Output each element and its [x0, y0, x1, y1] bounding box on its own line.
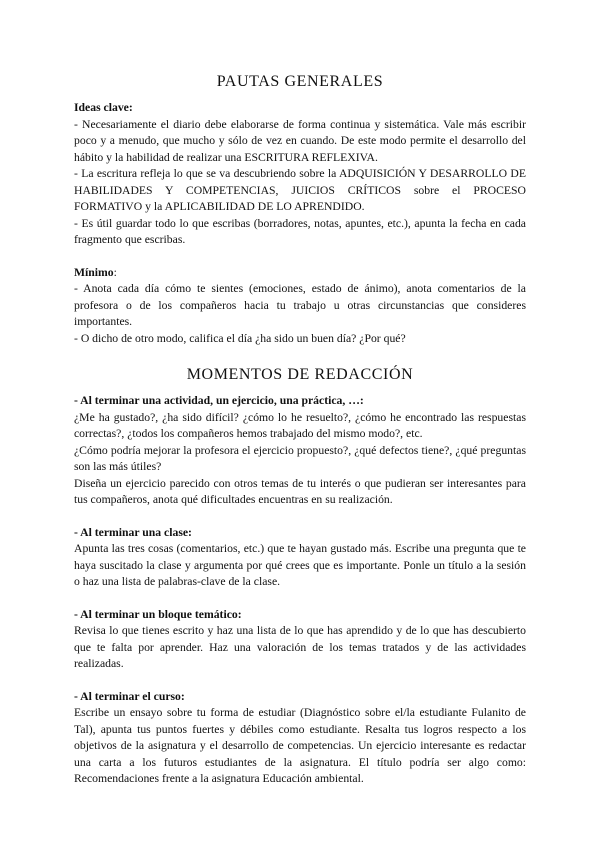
bloque-paragraph: Revisa lo que tienes escrito y haz una lista de lo que has aprendido y de lo que has descubierto que te falta por aprender. Haz una valoración de los temas tratados y de las actividades realizadas. [74, 624, 526, 670]
curso-paragraph: Escribe un ensayo sobre tu forma de estudiar (Diagnóstico sobre el/la estudiante Fulanito de Tal), apunta tus puntos fuertes y débiles como estudiante. Resalta tus logros respecto a los objetivos de la asignatura y el desarrollo de competencias. Un ejercicio interesante es redactar una carta a los futuros estudiantes de la asignatura. El título podría ser algo como: Recomendaciones frente a la asignatura Educación ambiental. [74, 706, 526, 785]
actividad-heading: - Al terminar una actividad, un ejercicio, una práctica, …: [74, 394, 364, 407]
ideas-paragraph-1: - Necesariamente el diario debe elaborarse de forma continua y sistemática. Vale más escribir poco y a menudo, que mucho y sólo de vez en cuando. De este modo permite el desarrollo del hábito y la habilidad de realizar una ESCRITURA REFLEXIVA. [74, 117, 526, 164]
section-title-momentos: MOMENTOS DE REDACCIÓN [186, 366, 414, 383]
minimo-heading: Mínimo [74, 265, 114, 279]
bloque-heading: - Al terminar un bloque temático: [74, 607, 242, 621]
ideas-clave-heading: Ideas clave: [74, 101, 133, 114]
curso-heading: - Al terminar el curso: [74, 689, 185, 703]
minimo-colon: : [113, 265, 117, 279]
ideas-paragraph-2: - La escritura refleja lo que se va descubriendo sobre la ADQUISICIÓN Y DESARROLLO DE HABILIDADES Y COMPETENCIAS, JUICIOS CRÍTICOS sobre el PROCESO FORMATIVO y la APLICABILIDAD DE LO APRENDIDO. [74, 167, 526, 213]
minimo-heading-line [74, 265, 526, 282]
actividad-paragraph-3: Diseña un ejercicio parecido con otros temas de tu interés o que pudieran ser interesantes para tus compañeros, anota qué dificultades encuentras en su realización. [74, 476, 526, 506]
clase-paragraph: Apunta las tres cosas (comentarios, etc.) que te hayan gustado más. Escribe una pregunta que te haya suscitado la clase y argumenta por qué crees que es importante. Ponle un título a la sesión o haz una lista de palabras-clave de la clase. [74, 542, 526, 588]
minimo-paragraph-1: - Anota cada día cómo te sientes (emociones, estado de ánimo), anota comentarios de la profesora o de los compañeros hacia tu trabajo u otras circunstancias que consideres importantes. [74, 282, 526, 328]
minimo-paragraph-2: - O dicho de otro modo, califica el día ¿ha sido un buen día? ¿Por qué? [74, 331, 406, 345]
section-title-pautas: PAUTAS GENERALES [216, 73, 384, 90]
actividad-paragraph-2: ¿Cómo podría mejorar la profesora el ejercicio propuesto?, ¿qué defectos tiene?, ¿qué preguntas son las más útiles? [74, 443, 526, 473]
actividad-paragraph-1: ¿Me ha gustado?, ¿ha sido difícil? ¿cómo lo he resuelto?, ¿cómo he encontrado las respuestas correctas?, ¿todos los compañeros hemos trabajado del mismo modo?, etc. [74, 410, 526, 440]
ideas-paragraph-3: - Es útil guardar todo lo que escribas (borradores, notas, apuntes, etc.), apunta la fecha en cada fragmento que escribas. [74, 216, 526, 246]
clase-heading: - Al terminar una clase: [74, 525, 192, 539]
